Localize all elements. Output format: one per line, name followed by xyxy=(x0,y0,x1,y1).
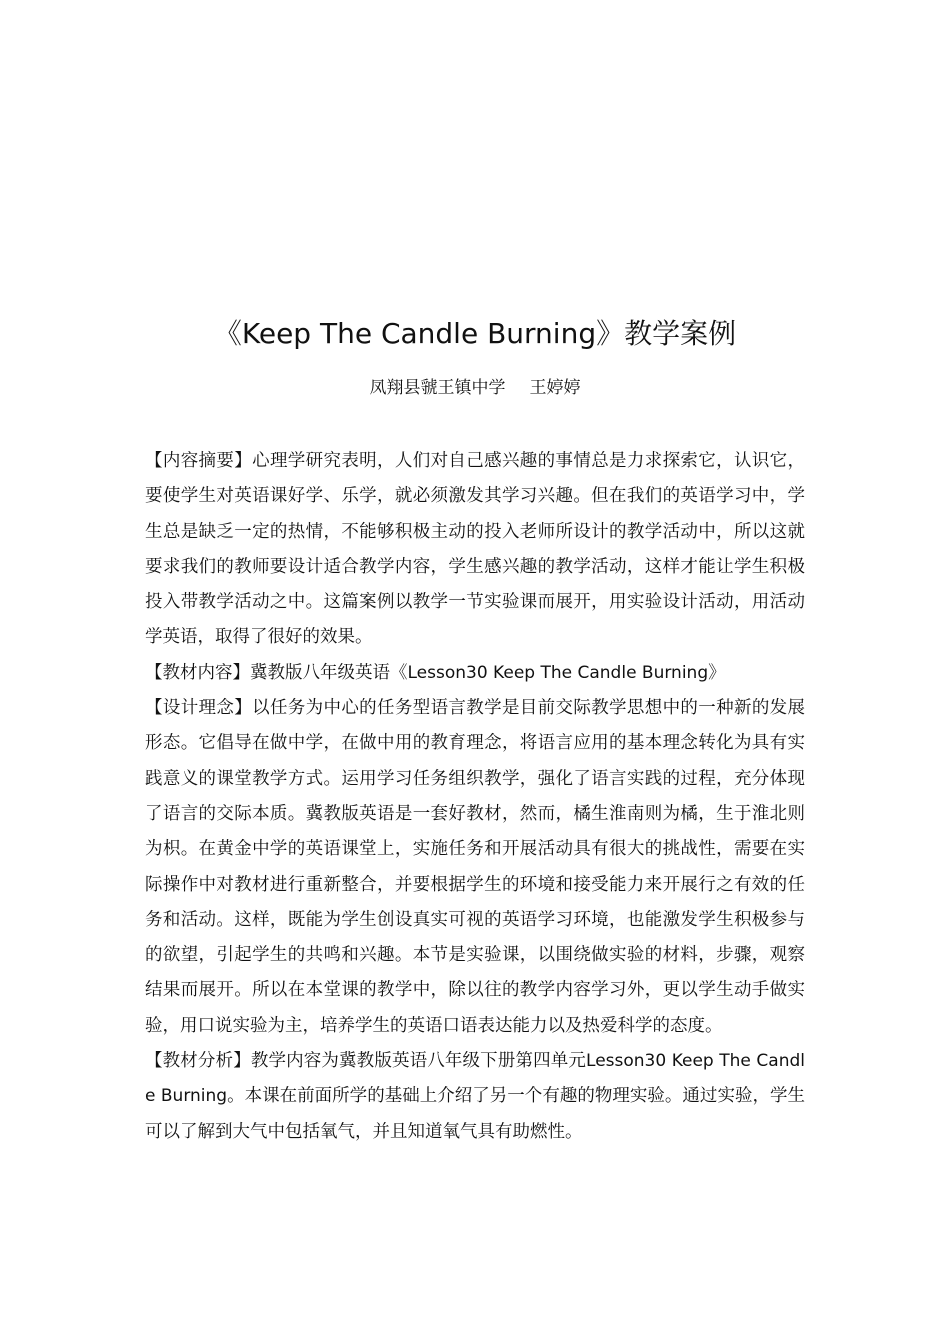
document-title: 《Keep The Candle Burning》教学案例 xyxy=(213,317,737,350)
section-text-end: 。本课在前面所学的基础上介绍了另一个有趣的物理实验。通过实验，学生可以了解到大气中包括氧气，并且知道氧气具有助燃性。 xyxy=(145,1086,806,1142)
lesson-title: Lesson30 Keep The Candle Burning xyxy=(145,1051,806,1107)
section-label: 【设计理念】 xyxy=(145,698,253,719)
section-label: 【教材内容】 xyxy=(145,662,250,683)
author-line xyxy=(0,374,950,402)
document-body xyxy=(145,444,805,1150)
lesson-title: Lesson30 Keep The Candle Burning xyxy=(407,662,709,683)
section-text: 冀教版八年级英语《 xyxy=(250,662,408,683)
section-material-analysis xyxy=(145,1044,805,1150)
section-label: 【内容摘要】 xyxy=(145,451,253,471)
section-design-concept xyxy=(145,691,805,1044)
section-text: 心理学研究表明，人们对自己感兴趣的事情总是力求探索它，认识它，要使学生对英语课好学、乐学，就必须激发其学习兴趣。但在我们的英语学习中，学生总是缺乏一定的热情，不能够积极主动的投入老师所设计的教学活动中，所以这就要求我们的教师要设计适合教学内容，学生感兴趣的教学活动，这样才能让学生积极投入带教学活动之中。这篇案例以教学一节实验课而展开，用实验设计活动，用活动学英语，取得了很好的效果。 xyxy=(145,451,806,648)
section-text: 教学内容为冀教版英语八年级下册第四单元 xyxy=(250,1051,587,1072)
section-material-content xyxy=(145,656,805,691)
section-text: 以任务为中心的任务型语言教学是目前交际教学思想中的一种新的发展形态。它倡导在做中学，在做中用的教育理念，将语言应用的基本理念转化为具有实践意义的课堂教学方式。运用学习任务组织教学，强化了语言实践的过程，充分体现了语言的交际本质。冀教版英语是一套好教材，然而，橘生淮南则为橘，生于淮北则为枳。在黄金中学的英语课堂上，实施任务和开展活动具有很大的挑战性，需要在实际操作中对教材进行重新整合，并要根据学生的环境和接受能力来开展行之有效的任务和活动。这样，既能为学生创设真实可视的英语学习环境，也能激发学生积极参与的欲望，引起学生的共鸣和兴趣。本节是实验课，以围绕做实验的材料，步骤，观察结果而展开。所以在本堂课的教学中，除以往的教学内容学习外，更以学生动手做实验，用口说实验为主，培养学生的英语口语表达能力以及热爱科学的态度。 xyxy=(145,698,806,1036)
author-school: 凤翔县虢王镇中学 xyxy=(369,378,506,398)
section-text-end: 》 xyxy=(708,662,726,683)
author-name: 王婷婷 xyxy=(529,378,581,398)
section-summary xyxy=(145,444,805,656)
section-label: 【教材分析】 xyxy=(145,1051,251,1072)
